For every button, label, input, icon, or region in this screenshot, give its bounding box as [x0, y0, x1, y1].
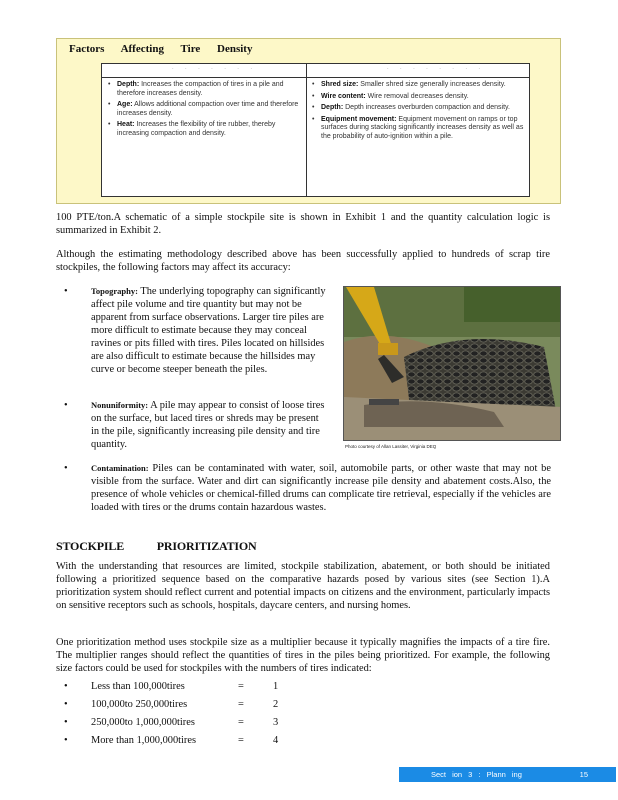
bullet-text: A pile may appear to consist of loose tires on the surface, but laced tires or shreds may be present in the pile, significantly increasing pile density and tire quantity.	[91, 400, 325, 450]
bullet-text: Piles can be contaminated with water, soil, automobile parts, or other waste that may not be visible from the surface. Water and dirt can significantly increase pile density and abatement costs.Also, the presence of whole vehicles or chemical-filled drums can complicate tire retrieval, especially if the vehicles are loaded with tires or the drums contain hazardous wastes.	[91, 463, 551, 513]
tire-pile-photo	[343, 286, 561, 441]
page-number: 15	[579, 770, 588, 779]
size-factor-item: • Less than 100,000tires = 1	[64, 681, 279, 692]
bullet-dot: •	[64, 463, 68, 474]
bullet-text: The underlying topography can significantly affect pile volume and tire quantity but may not be apparent from surface observations. Larger tire piles are more difficult to estimate because they may conceal ravines or pits filled with tires. Piles located on hillsides are also difficult to estimate because the hillsides may curve or become steeper beneath the piles.	[91, 286, 326, 375]
factors-box-title: Factors Affecting Tire Density	[69, 43, 253, 55]
bullet-topography	[64, 285, 329, 376]
bullet-dot: •	[64, 400, 68, 411]
factor-item: • Depth: Depth increases overburden compaction and density.	[312, 104, 510, 112]
factor-item: • Depth: Increases the compaction of tires in a pile and therefore increases density.	[108, 81, 284, 97]
paragraph-size-multiplier: One prioritization method uses stockpile size as a multiplier because it typically magnifies the impacts of a tire fire. The multiplier ranges should reflect the quantities of tires in the piles being prioritized. For example, the following size factors could be used for stockpiles with the numbers of tires indicated:	[56, 637, 550, 674]
table-column-divider	[306, 64, 307, 196]
bullet-dot: •	[64, 286, 68, 297]
factor-item: • Wire content: Wire removal decreases density.	[312, 92, 469, 100]
factor-item: • Shred size: Smaller shred size generally increases density.	[312, 81, 506, 88]
bullet-term: Topography:	[91, 286, 138, 296]
size-factor-item: • More than 1,000,000tires = 4	[64, 735, 279, 746]
size-factor-item: • 250,000to 1,000,000tires = 3	[64, 717, 279, 728]
factor-item: • Age: Allows additional compaction over time and therefore increases density.	[108, 101, 299, 117]
paragraph-schematic: 100 PTE/ton.A schematic of a simple stockpile site is shown in Exhibit 1 and the quantity calculation logic is summarized in Exhibit 2.	[56, 212, 550, 236]
factors-left-column	[108, 81, 300, 142]
footer-section-label: Sect ion 3 : Plann ing	[431, 770, 522, 779]
bullet-nonuniformity	[64, 399, 329, 451]
factors-table	[101, 63, 530, 197]
section-heading: STOCKPILE PRIORITIZATION	[56, 539, 257, 553]
photo-credit: Photo courtesy of Allan Lassiter, Virginia DEQ	[345, 444, 437, 449]
factors-right-column	[312, 81, 526, 145]
paragraph-prioritization: With the understanding that resources are limited, stockpile stabilization, abatement, or both should be initiated following a prioritized sequence based on the comparative hazards posed by various sites (see Section 1).A prioritization system should reflect current and potential impacts on citizens and the environment, particularly impacts on sensitive receptors such as schools, hospitals, daycare centers, and nursing homes.	[56, 561, 550, 611]
table-header-divider	[102, 77, 529, 78]
bullet-contamination	[64, 462, 551, 514]
paragraph-accuracy-intro: Although the estimating methodology described above has been successfully applied to hundreds of scrap tire stockpiles, the following factors may affect its accuracy:	[56, 249, 550, 273]
size-factor-item: • 100,000to 250,000tires = 2	[64, 699, 279, 710]
bullet-term: Nonuniformity:	[91, 400, 149, 410]
bullet-term: Contamination:	[91, 463, 149, 473]
footer-bar	[399, 767, 616, 782]
factors-callout-box	[56, 38, 561, 204]
factor-item: • Heat: Increases the flexibility of tire rubber, thereby increasing compaction and density.	[108, 121, 276, 137]
factor-item: • Equipment movement: Equipment movement on ramps or top surfaces during stacking significantly increases density as well as the probability of auto-ignition within a pile.	[312, 115, 524, 140]
factors-right-header: · · · · · · · ·	[387, 66, 486, 72]
factors-left-header: · · · · · · ·	[172, 66, 257, 72]
